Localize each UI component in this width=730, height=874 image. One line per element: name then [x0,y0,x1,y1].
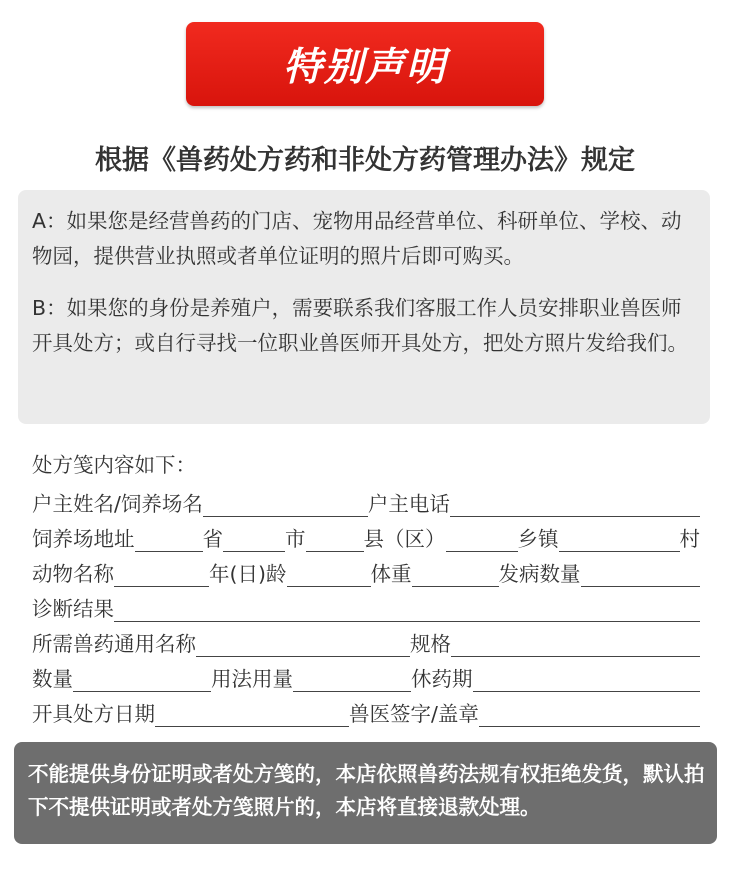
county-label: 县（区） [363,527,446,551]
sick-count-label: 发病数量 [498,562,581,586]
village-label: 村 [679,527,700,551]
form-intro: 处方笺内容如下： [32,453,196,477]
quantity-line [73,664,211,692]
usage-line [293,664,411,692]
owner-phone-label: 户主电话 [367,492,450,516]
form-row-animal [32,552,700,587]
form-row-drug [32,622,700,657]
weight-line [412,559,499,587]
owner-name-line [203,489,368,517]
diagnosis-line [114,594,700,622]
animal-age-label: 年(日)龄 [209,562,287,586]
province-label: 省 [202,527,223,551]
spec-label: 规格 [410,632,451,656]
owner-phone-line [450,489,700,517]
condition-a: A：如果您是经营兽药的门店、宠物用品经营单位、科研单位、学校、动物园，提供营业执照或者单位证明的照片后即可购买。 [32,209,682,268]
date-label: 开具处方日期 [32,702,155,726]
province-line [135,524,203,552]
prescription-form [32,448,700,727]
weight-label: 体重 [370,562,412,586]
form-row-owner [32,482,700,517]
form-row-address [32,517,700,552]
animal-name-line [114,559,209,587]
township-line [446,524,518,552]
farm-address-label: 饲养场地址 [32,527,135,551]
title-banner [186,22,544,106]
withdrawal-line [473,664,701,692]
spec-line [451,629,700,657]
drug-name-line [196,629,410,657]
quantity-label: 数量 [32,667,73,691]
regulation-heading: 根据《兽药处方药和非处方药管理办法》规定 [95,145,635,176]
city-line [223,524,285,552]
vet-signature-label: 兽医签字/盖章 [349,702,479,726]
refund-notice: 不能提供身份证明或者处方笺的，本店依照兽药法规有权拒绝发货，默认拍下不提供证明或者处方笺照片的，本店将直接退款处理。 [14,742,717,844]
animal-name-label: 动物名称 [32,562,114,586]
sick-count-line [581,559,701,587]
withdrawal-label: 休药期 [411,667,473,691]
condition-b: B：如果您的身份是养殖户，需要联系我们客服工作人员安排职业兽医师开具处方；或自行寻找一位职业兽医师开具处方，把处方照片发给我们。 [32,296,688,355]
date-line [155,699,349,727]
form-row-date [32,692,700,727]
township-label: 乡镇 [517,527,559,551]
banner-title: 特别声明 [282,45,447,90]
city-label: 市 [285,527,306,551]
purchase-conditions-box [18,190,710,424]
vet-signature-line [479,699,700,727]
form-row-diagnosis [32,587,700,622]
diagnosis-label: 诊断结果 [32,597,114,621]
form-row-dosage [32,657,700,692]
drug-name-label: 所需兽药通用名称 [32,632,196,656]
village-line [559,524,680,552]
owner-name-label: 户主姓名/饲养场名 [32,492,203,516]
usage-label: 用法用量 [211,667,293,691]
county-line [306,524,364,552]
animal-age-line [287,559,371,587]
